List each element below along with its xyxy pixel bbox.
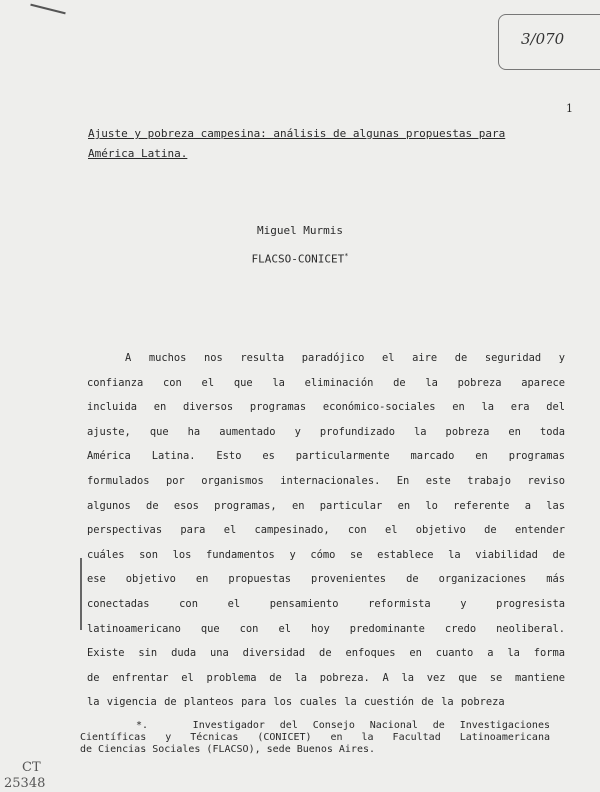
margin-bracket: [80, 558, 82, 630]
body-line: incluida en diversos programas económico-sociales en la era del: [87, 401, 565, 414]
page-number: 1: [566, 102, 573, 115]
footnote: [80, 720, 550, 756]
body-line: confianza con el que la eliminación de la pobreza aparece: [87, 376, 565, 389]
footnote-line: *. Investigador del Consejo Nacional de Investigaciones: [136, 720, 550, 731]
body-line: la vigencia de planteos para los cuales la cuestión de la pobreza: [87, 696, 505, 709]
footnote-marker: *.: [136, 720, 149, 731]
title-line-2: América Latina.: [88, 147, 188, 160]
footnote-ref: *: [344, 252, 349, 260]
body-line: formulados por organismos internacionales. En este trabajo reviso: [87, 474, 565, 487]
body-line: ese objetivo en propuestas provenientes de organizaciones más: [87, 573, 565, 586]
stamp-text: 3/070: [521, 30, 565, 48]
body-line: cuáles son los fundamentos y cómo se establece la viabilidad de: [87, 548, 565, 561]
body-line: Existe sin duda una diversidad de enfoques en cuanto a la forma: [87, 647, 565, 660]
body-line: conectadas con el pensamiento reformista y progresista: [87, 597, 565, 610]
body-line: de enfrentar el problema de la pobreza. A la vez que se mantiene: [87, 671, 565, 684]
body-line: ajuste, que ha aumentado y profundizado la pobreza en toda: [87, 425, 565, 438]
footnote-line: de Ciencias Sociales (FLACSO), sede Buenos Aires.: [80, 744, 376, 755]
body-line: perspectivas para el campesinado, con el objetivo de entender: [87, 524, 565, 537]
document-title: [88, 124, 578, 164]
margin-note-ct: CT: [22, 760, 41, 775]
footnote-line: Científicas y Técnicas (CONICET) en la Facultad Latinoamericana: [80, 732, 550, 743]
body-line: América Latina. Esto es particularmente marcado en programas: [87, 450, 565, 463]
archive-stamp: [498, 14, 600, 70]
body-line: A muchos nos resulta paradójico el aire de seguridad y: [125, 352, 565, 364]
body-paragraph: [87, 346, 565, 715]
author-affiliation-wrap: [0, 252, 600, 266]
body-line: algunos de esos programas, en particular en lo referente a las: [87, 499, 565, 512]
corner-mark: [30, 4, 65, 15]
author-affiliation: FLACSO-CONICET: [251, 252, 345, 266]
title-line-1: Ajuste y pobreza campesina: análisis de algunas propuestas para: [88, 127, 506, 140]
author-name: Miguel Murmis: [256, 224, 344, 237]
body-line: latinoamericano que con el hoy predominante credo neoliberal.: [87, 622, 565, 635]
margin-note-number: 25348: [4, 776, 46, 791]
